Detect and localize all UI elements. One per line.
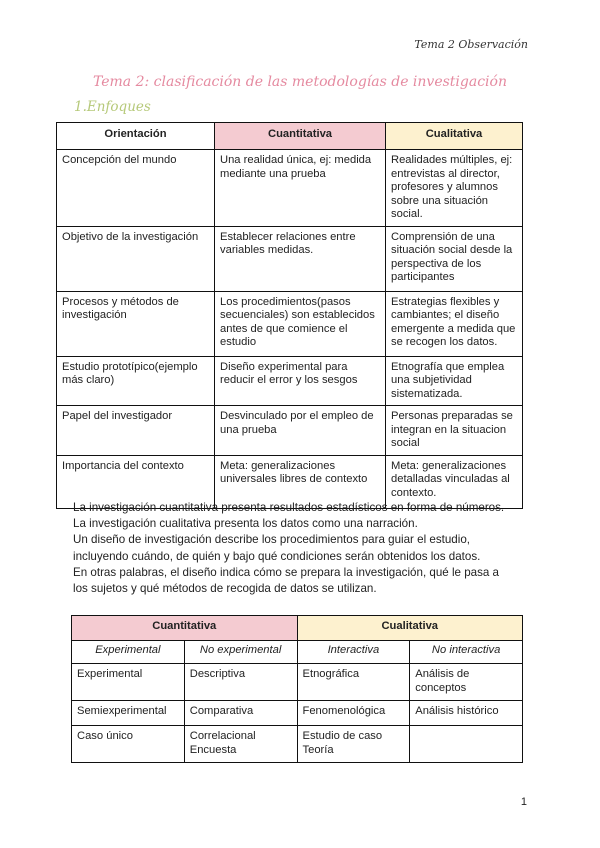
table-cell: Objetivo de la investigación <box>57 226 215 291</box>
table-cell: Realidades múltiples, ej: entrevistas al director, profesores y alumnos sobre una situación social. <box>386 150 523 227</box>
header-tag: Tema 2 Observación <box>414 38 528 51</box>
design-classification-table <box>71 615 523 763</box>
paragraph-line: Un diseño de investigación describe los procedimientos para guiar el estudio, <box>73 533 470 547</box>
table-cell: Experimental <box>72 664 185 701</box>
table-cell: Fenomenológica <box>297 701 410 726</box>
page-title: Tema 2: clasificación de las metodologías de investigación <box>93 74 507 90</box>
subheader-no-experimental: No experimental <box>184 641 297 664</box>
paragraph-line: los sujetos y qué métodos de recogida de datos se utilizan. <box>73 582 377 596</box>
table-cell: Estudio de caso Teoría <box>297 726 410 763</box>
table-cell: Meta: generalizaciones detalladas vinculadas al contexto. <box>386 455 523 508</box>
table-cell: Etnográfica <box>297 664 410 701</box>
header-cuantitativa: Cuantitativa <box>215 123 386 150</box>
body-paragraph <box>73 500 533 597</box>
subheader-no-interactiva: No interactiva <box>410 641 523 664</box>
table-cell: Meta: generalizaciones universales libres de contexto <box>215 455 386 508</box>
table-cell: Caso único <box>72 726 185 763</box>
table-cell: Semiexperimental <box>72 701 185 726</box>
table-cell: Procesos y métodos de investigación <box>57 291 215 356</box>
table-cell: Comprensión de una situación social desde la perspectiva de los participantes <box>386 226 523 291</box>
header-cualitativa: Cualitativa <box>297 616 523 641</box>
table-cell: Importancia del contexto <box>57 455 215 508</box>
table-cell <box>410 726 523 763</box>
table-cell: Comparativa <box>184 701 297 726</box>
page-number: 1 <box>520 796 527 808</box>
paragraph-line: La investigación cualitativa presenta los datos como una narración. <box>73 517 418 531</box>
table-row <box>72 726 523 763</box>
table-subheader-row <box>72 641 523 664</box>
enfoques-table <box>56 122 523 509</box>
table-row <box>57 226 523 291</box>
table-cell: Establecer relaciones entre variables medidas. <box>215 226 386 291</box>
table-row <box>57 150 523 227</box>
table-cell: Correlacional Encuesta <box>184 726 297 763</box>
subheader-interactiva: Interactiva <box>297 641 410 664</box>
table-cell: Análisis histórico <box>410 701 523 726</box>
header-orientacion: Orientación <box>57 123 215 150</box>
table-cell: Una realidad única, ej: medida mediante una prueba <box>215 150 386 227</box>
table-row <box>57 356 523 406</box>
table-row <box>72 664 523 701</box>
table-row <box>57 291 523 356</box>
table-cell: Etnografía que emplea una subjetividad sistematizada. <box>386 356 523 406</box>
header-cualitativa: Cualitativa <box>386 123 523 150</box>
paragraph-line: En otras palabras, el diseño indica cómo se prepara la investigación, qué le pasa a <box>73 565 500 579</box>
table-cell: Los procedimientos(pasos secuenciales) son establecidos antes de que comience el estudio <box>215 291 386 356</box>
table-cell: Concepción del mundo <box>57 150 215 227</box>
table-cell: Estudio prototípico(ejemplo más claro) <box>57 356 215 406</box>
table-cell: Personas preparadas se integran en la situacion social <box>386 406 523 456</box>
paragraph-line: La investigación cuantitativa presenta resultados estadísticos en forma de números. <box>73 501 505 514</box>
table-cell: Descriptiva <box>184 664 297 701</box>
table-row <box>57 406 523 456</box>
table-cell: Papel del investigador <box>57 406 215 456</box>
table-cell: Desvinculado por el empleo de una prueba <box>215 406 386 456</box>
table-cell: Diseño experimental para reducir el error y los sesgos <box>215 356 386 406</box>
paragraph-line: incluyendo cuándo, de quién y bajo qué condiciones serán obtenidos los datos. <box>73 549 481 563</box>
table-cell: Estrategias flexibles y cambiantes; el diseño emergente a medida que se recogen los datos. <box>386 291 523 356</box>
subheader-experimental: Experimental <box>72 641 185 664</box>
header-cuantitativa: Cuantitativa <box>72 616 298 641</box>
table-cell: Análisis de conceptos <box>410 664 523 701</box>
table-row <box>72 701 523 726</box>
table-header-row <box>72 616 523 641</box>
table-header-row <box>57 123 523 150</box>
section-heading: 1.Enfoques <box>74 99 151 115</box>
